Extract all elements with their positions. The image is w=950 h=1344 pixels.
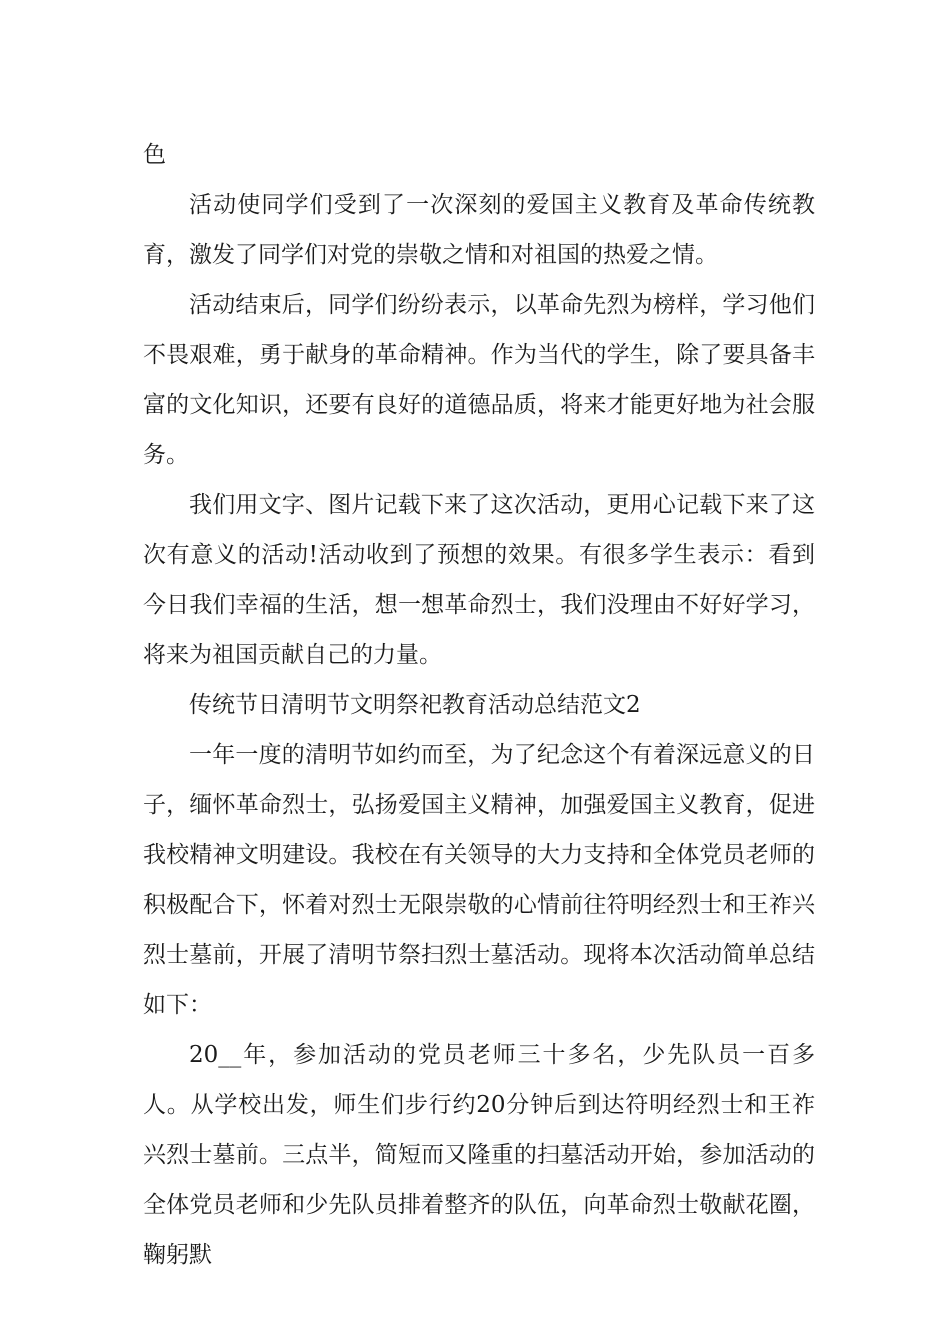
paragraph-qingming-intro: 一年一度的清明节如约而至，为了纪念这个有着深远意义的日子，缅怀革命烈士，弘扬爱国主义精神，加强爱国主义教育，促进我校精神文明建设。我校在有关领导的大力支持和全体党员老师的积极配合下，怀着对烈士无限崇敬的心情前往符明经烈士和王祚兴烈士墓前，开展了清明节祭扫烈士墓活动。现将本次活动简单总结如下： [143,742,815,1018]
paragraph-activity-details: 20__年，参加活动的党员老师三十多名，少先队员一百多人。从学校出发，师生们步行约20分钟后到达符明经烈士和王祚兴烈士墓前。三点半，简短而又隆重的扫墓活动开始，参加活动的全体党员老师和少先队员排着整齐的队伍，向革命烈士敬献花圈，鞠躬默 [143,1042,815,1268]
paragraph-record: 我们用文字、图片记载下来了这次活动，更用心记载下来了这次有意义的活动!活动收到了预想的效果。有很多学生表示：看到今日我们幸福的生活，想一想革命烈士，我们没理由不好好学习，将来为祖国贡献自己的力量。 [143,492,815,668]
paragraph-activity-effect: 活动使同学们受到了一次深刻的爱国主义教育及革命传统教育，激发了同学们对党的崇敬之情和对祖国的热爱之情。 [143,192,815,268]
section-heading: 传统节日清明节文明祭祀教育活动总结范文2 [189,692,641,718]
paragraph-fragment: 色 [143,142,166,168]
paragraph-after-activity: 活动结束后，同学们纷纷表示，以革命先烈为榜样，学习他们不畏艰难，勇于献身的革命精神。作为当代的学生，除了要具备丰富的文化知识，还要有良好的道德品质，将来才能更好地为社会服务。 [143,292,815,468]
document-body [143,130,815,1280]
